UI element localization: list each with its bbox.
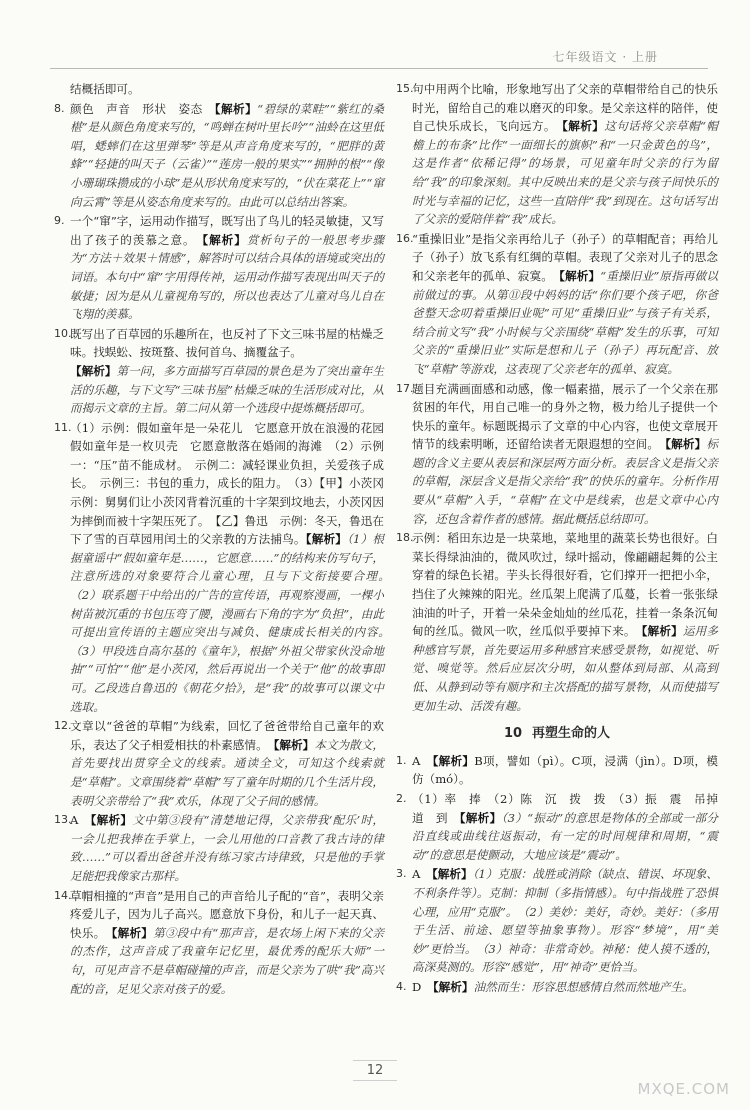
analysis-tag: 【解析】 xyxy=(432,979,474,994)
item-number: 10. xyxy=(54,326,72,340)
answer-item xyxy=(54,80,384,99)
page-header xyxy=(0,0,750,70)
running-title: 七年级语文 · 上册 xyxy=(552,50,658,64)
analysis-text: “重操旧业”原指再做以前做过的事。从第⑪段中妈妈的话“你们要个孩子吧，你爸爸整天念叨着重操旧业呢”可见“重操旧业”与孩子有关系，结合前文写“我”小时候与父亲围绕“草帽”发生的乐事，可知父亲的“重操旧业”实际是想和儿子（孙子）再玩配音、放飞“草帽”等游戏，这表现了父亲老年的孤单、寂寞。 xyxy=(412,268,719,376)
analysis-tag: 【解析】 xyxy=(273,737,315,752)
analysis-tag: 【解析】 xyxy=(111,925,154,940)
answer-text: 文章以“爸爸的草帽”为线索，回忆了爸爸带给自己童年的欢乐，表达了父子相爱相扶的朴素感情。 【解析】本文为散文，首先要找出贯穿全文的线索。通读全文，可知这个线索就是“草帽”。文章围绕着“草帽”写了童年时期的几个生活片段，表明父亲带给了“我”欢乐，体现了父子间的感情。 xyxy=(70,719,384,808)
item-number: 16. xyxy=(396,231,414,245)
analysis-tag: 【解析】 xyxy=(559,268,601,283)
analysis-tag: 【解析】 xyxy=(202,232,247,247)
answer-item-s1 xyxy=(396,752,718,789)
answer-text: 草帽相撞的“声音”是用自己的声音给儿子配的“音”，表明父亲疼爱儿子，因为儿子高兴。愿意放下身份，和儿子一起天真、快乐。 【解析】第③段中有“那声音，是农场上闲下来的父亲的杰作，这声音成了我童年记忆里，最优秀的配乐大师”一句，可见声音不是草帽碰撞的声音，而是父亲为了哄“我”高兴配的音，足见父亲对孩子的爱。 xyxy=(70,888,384,996)
item-number: 17. xyxy=(396,381,414,395)
answer-item-13 xyxy=(54,811,384,885)
answer-item-10 xyxy=(54,325,384,418)
analysis-tag: 【解析】 xyxy=(305,532,348,547)
header-rule xyxy=(50,68,708,69)
answer-item-15 xyxy=(396,80,718,229)
answer-item-18 xyxy=(396,529,718,715)
analysis-text: 文中第③段有“清楚地记得，父亲带我‘配乐’时，一会儿把我捧在手掌上，一会儿用他的口音教了我古诗的律致……”可以看出爸爸并没有练习家古诗律致，只是他的手掌足能把我像家古那样。 xyxy=(70,813,384,883)
answer-item-14 xyxy=(54,887,384,999)
section-title-text: 再塑生命的人 xyxy=(532,726,611,742)
answer-item-8 xyxy=(54,100,384,212)
answer-item-s4 xyxy=(396,978,718,997)
answer-item-16 xyxy=(396,230,718,379)
answer-text: “重操旧业”是指父亲再给儿子（孙子）的草帽配音；再给儿子（孙子）放飞系有红绸的草帽。表现了父亲对儿子的思念和父亲老年的孤单、寂寞。 【解析】“重操旧业”原指再做以前做过的事。从第⑪段中妈妈的话“你们要个孩子吧，你爸爸整天念叨着重操旧业呢”可见“重操旧业”与孩子有关系，结合前文写“我”小时候与父亲围绕“草帽”发生的乐事，可知父亲的“重操旧业”实际是想和儿子（孙子）再玩配音、放飞“草帽”等游戏，这表现了父亲老年的孤单、寂寞。 xyxy=(412,231,719,376)
analysis-tag: 【解析】 xyxy=(665,437,707,452)
continuation-text: 结概括即可。 xyxy=(70,82,140,96)
answer-text: D 【解析】油然而生：形容思想感情自然而然地产生。 xyxy=(412,979,694,994)
answer-text: 示例：稻田东边是一块菜地，菜地里的蔬菜长势也很好。白菜长得绿油油的，微风吹过，绿叶摇动，像翩翩起舞的公主穿着的绿色长裙。芋头长得很好看，它们撑开一把把小伞，挡住了火辣辣的阳光。丝瓜架上爬满了瓜蔓，长着一张张绿油油的叶子，开着一朵朵金灿灿的丝瓜花，挂着一条条沉甸甸的丝瓜。微风一吹，丝瓜似乎要掉下来。 【解析】运用多种感官写景，首先要运用多种感官来感受景物，如视觉、听觉、嗅觉等。然后应层次分明，如从整体到局部、从高到低、从静到动等有顺序和主次搭配的描写景物，从而使描写更加生动、活泼有趣。 xyxy=(412,531,718,713)
item-number: 18. xyxy=(396,531,414,545)
answer-item-s2 xyxy=(396,790,730,864)
answer-text: （1）示例：假如童年是一朵花儿 它愿意开放在浪漫的花园 假如童年是一枚贝壳 它愿意散落在婚闹的海滩 （2）示例一：“压”苗不能成材。 示例二：减轻课业负担，关爱孩子成长。 示例三：书包的重力，成长的阻力。 （3）【甲】小茨冈 示例：舅舅们让小茨冈背着沉重的十字架到坟地去，小茨冈因为摔倒而被十字架压死了。 【乙】鲁迅 示例：冬天，鲁迅在下了雪的百草园用闰土的父亲教的方法捕鸟。【解析】（1）根据童谣中“假如童年是……，它愿意……”的结构来仿写句子，注意所选的对象要符合儿童心理，且与下文衔接要合理。 （2）联系题干中给出的广告的宣传语，再观察漫画，一棵小树苗被沉重的书包压弯了腰，漫画右下角的字为“负担”，由此可提出宣传语的主题应突出与减负、健康成长相关的内容。 （3）甲段选自高尔基的《童年》，根据“外祖父带家伙没命地抽”“可怕”“他”是小茨冈，然后再说出一个关于“他”的故事即可。乙段选自鲁迅的《朝花夕拾》，是“我”的故事可以课文中选取。 xyxy=(70,420,396,714)
analysis-text: 第③段中有“那声音，是农场上闲下来的父亲的杰作，这声音成了我童年记忆里，最优秀的配乐大师”一句，可见声音不是草帽碰撞的声音，而是父亲为了哄“我”高兴配的音，足见父亲对孩子的爱。 xyxy=(70,925,384,996)
answer-item-s3 xyxy=(396,865,718,977)
item-number: 15. xyxy=(396,82,414,95)
answer-text: 句中用两个比喻，形象地写出了父亲的草帽带给自己的快乐时光，留给自己的难以磨灭的印象。是父亲这样的陪伴，使自己快乐成长，飞向远方。 【解析】这句话将父亲草帽“帽檐上的布条”比作“一面细长的旗帜”和“一只金黄色的鸟”，这是作者“依稀记得”的场景，可见童年时父亲的行为留给“我”的印象深刻。其中反映出来的是父亲与孩子间快乐的时光与幸福的记忆，这些一直陪伴“我”到现在。这句话写出了父亲的爱陪伴着“我”成长。 xyxy=(412,82,718,227)
item-number: 11. xyxy=(54,420,72,434)
answer-item-17 xyxy=(396,380,718,529)
analysis-text: 标题的含义主要从表层和深层两方面分析。表层含义是指父亲的草帽，深层含义是指父亲给“我”的快乐的童年。分析作用要从“草帽”入手，“草帽”在文中是线索，也是文章中心内容，还包含着作者的感情。据此概括总结即可。 xyxy=(412,437,719,526)
answer-item-11 xyxy=(54,419,396,717)
answer-item-9 xyxy=(54,212,384,324)
answer-text: 一个“窜”字，运用动作描写，既写出了鸟儿的轻灵敏捷，又写出了孩子的羡慕之意。 【解析】赏析句子的一般思考步骤为“方法＋效果＋情感”，解答时可以结合具体的语境或突出的词语。本句中“窜”字用得传神，运用动作描写表现出叫天子的敏捷；因为是从儿童视角写的，所以也表达了儿童对鸟儿自在飞翔的羡慕。 xyxy=(70,214,385,322)
left-column xyxy=(54,80,396,1055)
answer-text: A 【解析】文中第③段有“清楚地记得，父亲带我‘配乐’时，一会儿把我捧在手掌上，一会儿用他的口音教了我古诗的律致……”可以看出爸爸并没有练习家古诗律致，只是他的手掌足能把我像家古那样。 xyxy=(70,813,384,883)
analysis-text: 【解析】第一问，多方面描写百草园的景色是为了突出童年生活的乐趣，与下文写“三味书屋”枯燥乏味的生活形成对比，从而揭示文章的主旨。第二问从第一个选段中提炼概括即可。 xyxy=(70,363,384,416)
item-number: 14. xyxy=(54,888,72,902)
item-number: 12. xyxy=(54,719,72,733)
answer-text: 既写出了百草园的乐趣所在，也反衬了下文三味书屋的枯燥乏味。找蜈蚣、按斑蝥、拔何首乌、摘覆盆子。 xyxy=(70,326,384,360)
item-number: 2. xyxy=(396,791,407,805)
analysis-text: 赏析句子的一般思考步骤为“方法＋效果＋情感”，解答时可以结合具体的语境或突出的词语。本句中“窜”字用得传神，运用动作描写表现出叫天子的敏捷；因为是从儿童视角写的，所以也表达了儿童对鸟儿自在飞翔的羡慕。 xyxy=(70,232,385,322)
page-number-text: 12 xyxy=(353,1060,398,1081)
analysis-tag: 【解析】 xyxy=(562,119,605,134)
answer-text: （1）率 捧 （2）陈 沉 拨 拨 （3）振 震 吊掉 道 到 【解析】（3）“振动”的意思是物体的全部或一部分沿直线或曲线往返振动，有一定的时间规律和周期，“震动”的意思是使颤动，大地应该是“震动”。 xyxy=(412,791,730,862)
analysis-tag: 【解析】 xyxy=(214,101,258,116)
item-number: 13. xyxy=(54,813,72,827)
item-number: 1. xyxy=(396,753,407,767)
watermark-logo xyxy=(580,1040,730,1098)
analysis-tag: 【解析】 xyxy=(90,813,133,828)
analysis-tag: 【解析】 xyxy=(459,810,502,825)
section-number: 10 xyxy=(503,726,523,742)
analysis-text: 运用多种感官写景，首先要运用多种感官来感受景物，如视觉、听觉、嗅觉等。然后应层次分明，如从整体到局部、从高到低、从静到动等有顺序和主次搭配的描写景物，从而使描写更加生动、活泼有趣。 xyxy=(412,624,718,713)
analysis-text: 油然而生：形容思想感情自然而然地产生。 xyxy=(473,979,694,994)
analysis-tag: 【解析】 xyxy=(432,867,473,882)
analysis-text: （1）克服：战胜或消除（缺点、错误、坏现象、不利条件等）。克制：抑制（多指情感）。句中指战胜了恐惧心理，应用“克服”。 （2）美妙：美好，奇妙。美好：（多用于生活、前途、愿望等抽象事物）。形容“梦境”，用“美妙”更恰当。 （3）神奇：非常奇妙。神秘：使人摸不透的，高深莫测的。形容“感觉”，用“神奇”更恰当。 xyxy=(412,867,719,975)
analysis-text: 这句话将父亲草帽“帽檐上的布条”比作“一面细长的旗帜”和“一只金黄色的鸟”，这是作者“依稀记得”的场景，可见童年时父亲的行为留给“我”的印象深刻。其中反映出来的是父亲与孩子间快乐的时光与幸福的记忆，这些一直陪伴“我”到现在。这句话写出了父亲的爱陪伴着“我”成长。 xyxy=(412,119,718,227)
answer-text: 题目充满画面感和动感，像一幅素描，展示了一个父亲在那贫困的年代，用自己唯一的身外之物，极力给儿子提供一个快乐的童年。标题既揭示了文章的中心内容，也使文章展开情节的线索明晰，还留给读者无限遐想的空间。 【解析】标题的含义主要从表层和深层两方面分析。表层含义是指父亲的草帽，深层含义是指父亲给“我”的快乐的童年。分析作用要从“草帽”入手，“草帽”在文中是线索，也是文章中心内容，还包含着作者的感情。据此概括总结即可。 xyxy=(412,381,719,526)
answer-text: A 【解析】（1）克服：战胜或消除（缺点、错误、坏现象、不利条件等）。克制：抑制（多指情感）。句中指战胜了恐惧心理，应用“克服”。 （2）美妙：美好，奇妙。美好：（多用于生活、前途、愿望等抽象事物）。形容“梦境”，用“美妙”更恰当。 （3）神奇：非常奇妙。神秘：使人摸不透的，高深莫测的。形容“感觉”，用“神奇”更恰当。 xyxy=(412,867,719,975)
section-heading xyxy=(396,725,718,744)
answer-item-12 xyxy=(54,717,384,810)
analysis-tag: 【解析】 xyxy=(432,753,475,768)
answer-text: 颜色 声音 形状 姿态 【解析】“碧绿的菜畦”“紫红的桑椹”是从颜色角度来写的，“鸣蝉在树叶里长吟”“油蛉在这里低唱，蟋蟀们在这里弹琴”等是从声音角度来写的，“肥胖的黄蜂”“轻捷的叫天子（云雀）”“莲房一般的果实”“拥肿的根”“像小珊瑚珠攒成的小球”是从形状角度来写的，“伏在菜花上”“窜向云霄”等是从姿态角度来写的。由此可以总结出答案。 xyxy=(70,101,384,209)
item-number: 8. xyxy=(54,101,65,115)
analysis-text: （3）“振动”的意思是物体的全部或一部分沿直线或曲线往返振动，有一定的时间规律和周期，“震动”的意思是使颤动，大地应该是“震动”。 xyxy=(412,810,718,862)
right-column xyxy=(396,80,730,1055)
item-number: 4. xyxy=(396,979,407,993)
answer-text: A 【解析】B项，譬如（pì）。C项，浸满（jìn）。D项，模仿（mó）。 xyxy=(412,753,718,787)
item-number: 9. xyxy=(54,214,65,228)
analysis-tag: 【解析】 xyxy=(641,624,683,639)
watermark-text: MXQE.COM xyxy=(637,1080,730,1098)
analysis-text: 本文为散文，首先要找出贯穿全文的线索。通读全文，可知这个线索就是“草帽”。文章围绕着“草帽”写了童年时期的几个生活片段，表明父亲带给了“我”欢乐，体现了父子间的感情。 xyxy=(70,737,384,808)
analysis-text: （1）根据童谣中“假如童年是……，它愿意……”的结构来仿写句子，注意所选的对象要符合儿童心理，且与下文衔接要合理。 （2）联系题干中给出的广告的宣传语，再观察漫画，一棵小树苗被沉重的书包压弯了腰，漫画右下角的字为“负担”，由此可提出宣传语的主题应突出与减负、健康成长相关的内容。 （3）甲段选自高尔基的《童年》，根据“外祖父带家伙没命地抽”“可怕”“他”是小茨冈，然后再说出一个关于“他”的故事即可。乙段选自鲁迅的《朝花夕拾》，是“我”的故事可以课文中选取。 xyxy=(70,532,396,714)
analysis-text: “碧绿的菜畦”“紫红的桑椹”是从颜色角度来写的，“鸣蝉在树叶里长吟”“油蛉在这里低唱，蟋蟀们在这里弹琴”等是从声音角度来写的，“肥胖的黄蜂”“轻捷的叫天子（云雀）”“莲房一般的果实”“拥肿的根”“像小珊瑚珠攒成的小球”是从形状角度来写的，“伏在菜花上”“窜向云霄”等是从姿态角度来写的。由此可以总结出答案。 xyxy=(70,101,384,209)
analysis-tag: 【解析】 xyxy=(70,363,117,378)
item-number: 3. xyxy=(396,867,407,881)
